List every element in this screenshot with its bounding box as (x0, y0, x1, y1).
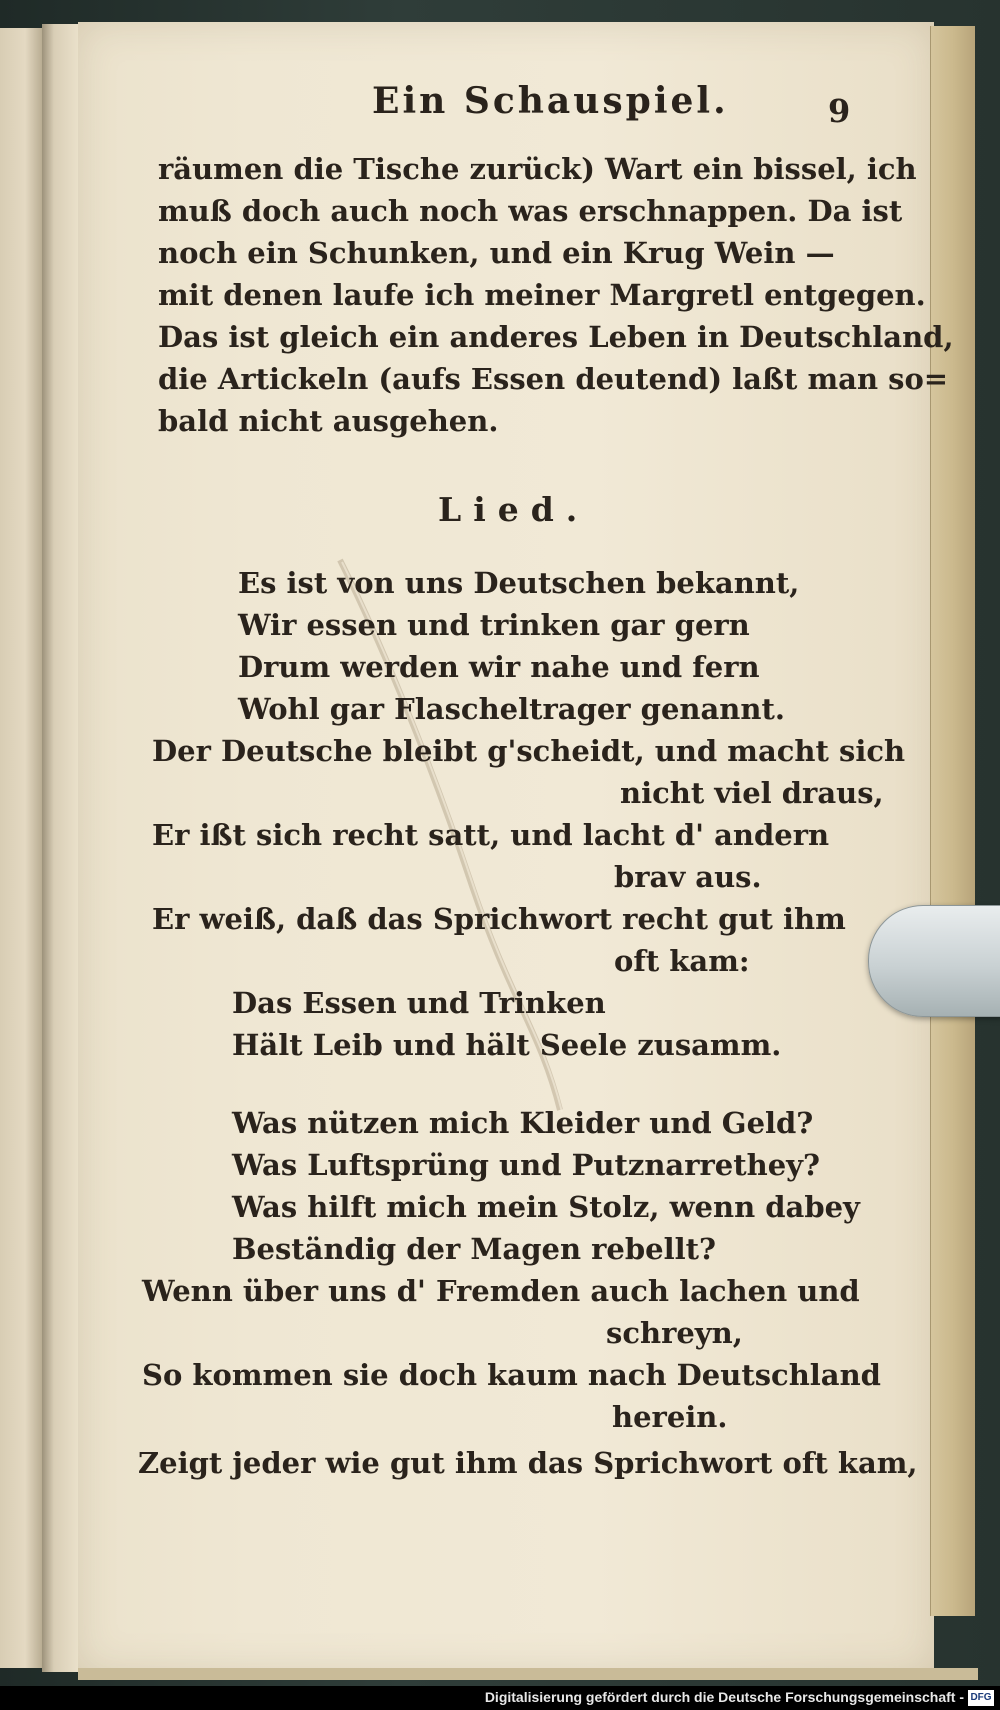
verse-line: So kommen sie doch kaum nach Deutschland (142, 1358, 881, 1392)
verse-line-continuation: herein. (612, 1400, 728, 1434)
page-number: 9 (828, 92, 851, 130)
dfg-logo: DFG (968, 1690, 994, 1706)
verse-line: Der Deutsche bleibt g'scheidt, und macht sich (152, 734, 906, 768)
verse-line: Wir essen und trinken gar gern (238, 608, 750, 642)
verse-line: Drum werden wir nahe und fern (238, 650, 760, 684)
prose-line: Das ist gleich ein anderes Leben in Deutschland, (158, 320, 954, 354)
page-clip-tab (868, 905, 1000, 1017)
verse-line: Hält Leib und hält Seele zusamm. (232, 1028, 782, 1062)
verse-line: Es ist von uns Deutschen bekannt, (238, 566, 800, 600)
footer-bar (0, 1686, 1000, 1710)
verse-line: Er weiß, daß das Sprichwort recht gut ihm (152, 902, 846, 936)
funding-credit: Digitalisierung gefördert durch die Deutsche Forschungsgemeinschaft - (484, 1689, 964, 1705)
verse-line-continuation: nicht viel draus, (620, 776, 884, 810)
prose-line: mit denen laufe ich meiner Margretl entgegen. (158, 278, 926, 312)
prose-line: räumen die Tische zurück) Wart ein bissel, ich (158, 152, 917, 186)
page-bottom-edge (78, 1668, 978, 1680)
verse-line: Was hilft mich mein Stolz, wenn dabey (232, 1190, 860, 1224)
verse-line: Zeigt jeder wie gut ihm das Sprichwort oft kam, (138, 1446, 918, 1480)
verse-line: Was nützen mich Kleider und Geld? (232, 1106, 814, 1140)
prose-line: die Artickeln (aufs Essen deutend) laßt man so= (158, 362, 949, 396)
verse-line-continuation: oft kam: (614, 944, 750, 978)
verse-line-continuation: schreyn, (606, 1316, 743, 1350)
verse-line: Wenn über uns d' Fremden auch lachen und (142, 1274, 860, 1308)
verse-line: Er ißt sich recht satt, und lacht d' andern (152, 818, 830, 852)
verse-line: Das Essen und Trinken (232, 986, 606, 1020)
verse-line: Was Luftsprüng und Putznarrethey? (232, 1148, 820, 1182)
verse-line: Beständig der Magen rebellt? (232, 1232, 717, 1266)
prose-block (158, 148, 954, 442)
prose-line: noch ein Schunken, und ein Krug Wein — (158, 236, 835, 270)
prose-line: muß doch auch noch was erschnappen. Da ist (158, 194, 903, 228)
book-spine-fold (42, 24, 82, 1672)
verse-line-continuation: brav aus. (614, 860, 762, 894)
verse-line: Wohl gar Flascheltrager genannt. (238, 692, 785, 726)
song-title: Lied. (438, 490, 590, 529)
left-page-edge (0, 28, 44, 1668)
prose-line: bald nicht ausgehen. (158, 404, 499, 438)
running-header: Ein Schauspiel. (372, 80, 729, 122)
